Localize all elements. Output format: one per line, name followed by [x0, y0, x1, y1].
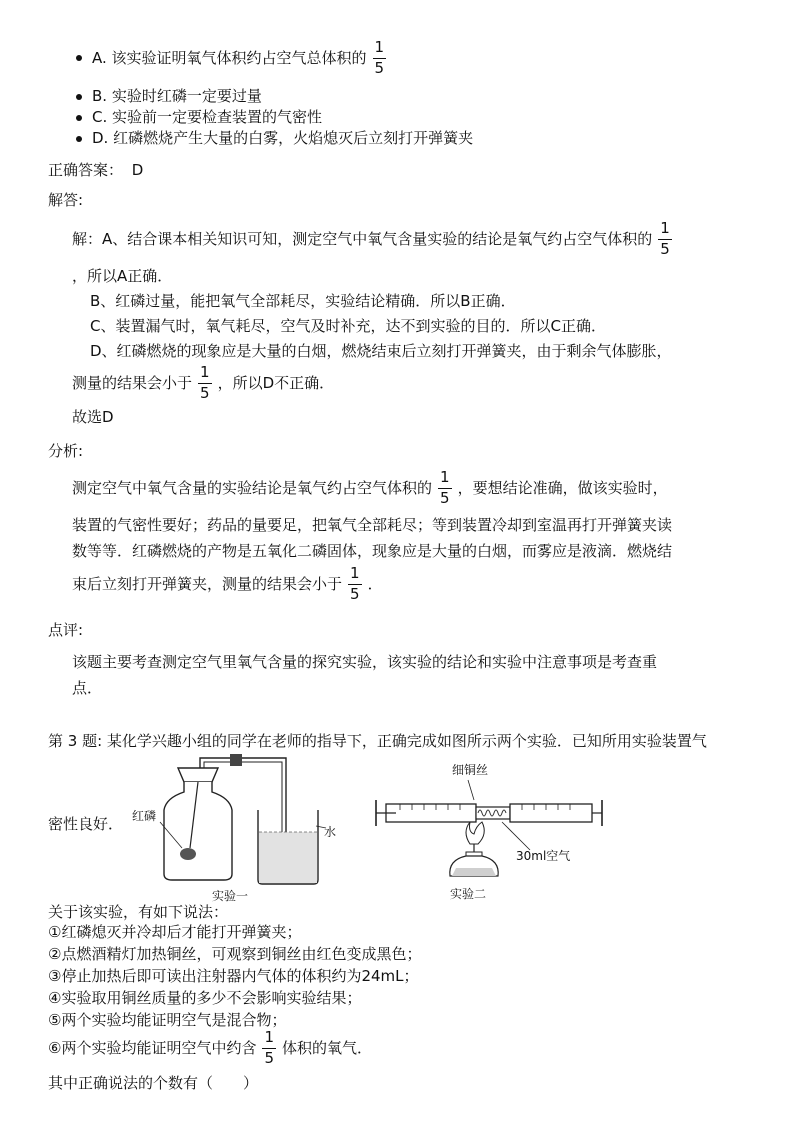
- bullet-icon: [76, 115, 82, 121]
- solution-line-3: B、红磷过量，能把氧气全部耗尽，实验结论精确．所以B正确．: [90, 292, 516, 310]
- option-a: [76, 40, 392, 77]
- statement-2: ②点燃酒精灯加热铜丝，可观察到铜丝由红色变成黑色；: [48, 945, 422, 963]
- statement-4: ④实验取用铜丝质量的多少不会影响实验结果；: [48, 989, 362, 1007]
- analysis-line-3: 数等等．红磷燃烧的产物是五氧化二磷固体，现象应是大量的白烟，而雾应是液滴．燃烧结: [72, 542, 673, 560]
- fraction: $\frac{1}{5}$: [440, 468, 450, 507]
- fraction: $\frac{1}{5}$: [350, 564, 360, 603]
- experiment-1-caption: 实验一: [212, 889, 249, 902]
- red-phosphorus-icon: [180, 848, 196, 860]
- solution-line-6: 测量的结果会小于 $\frac{1}{5}$ ，所以D不正确．: [72, 363, 335, 402]
- rubber-stopper: [178, 768, 218, 782]
- comment-heading: 点评:: [48, 621, 84, 639]
- statement-6: ⑥两个实验均能证明空气中约含 $\frac{1}{5}$ 体积的氧气．: [48, 1028, 373, 1067]
- option-c: [76, 107, 322, 127]
- fraction: $\frac{1}{5}$: [264, 1028, 274, 1067]
- statement-5: ⑤两个实验均能证明空气是混合物；: [48, 1011, 287, 1029]
- option-c-text: C. 实验前一定要检查装置的气密性: [92, 108, 323, 126]
- option-a-text: A. 该实验证明氧气体积约占空气总体积的: [92, 48, 367, 67]
- solution-line-5: D、红磷燃烧的现象应是大量的白烟，燃烧结束后立刻打开弹簧夹，由于剩余气体膨胀，: [90, 342, 672, 360]
- solution-line-4: C、装置漏气时，氧气耗尽，空气及时补充，达不到实验的目的．所以C正确．: [90, 317, 606, 335]
- question-3-intro: 关于该实验，有如下说法：: [48, 903, 229, 921]
- collecting-bottle: [164, 782, 232, 880]
- question-3-stem: 第 3 题: 某化学兴趣小组的同学在老师的指导下，正确完成如图所示两个实验．已知所用实验装置气: [48, 732, 707, 750]
- experiment-1-figure: [118, 748, 338, 902]
- analysis-line-2: 装置的气密性要好；药品的量要足，把氧气全部耗尽；等到装置冷却到室温再打开弹簧夹读: [72, 516, 673, 534]
- solution-line-2: ，所以A正确．: [72, 267, 173, 285]
- correct-answer: [48, 160, 143, 180]
- question-3-stem-cont: 密性良好．: [48, 815, 124, 833]
- glass-tube: [476, 807, 510, 819]
- phosphorus-label: 红磷: [132, 809, 157, 823]
- flame-icon: [466, 822, 484, 844]
- experiment-2-caption: 实验二: [450, 887, 487, 901]
- experiment-2-figure: [370, 760, 610, 902]
- question-3-ask: 其中正确说法的个数有（ ）: [48, 1074, 259, 1092]
- bullet-icon: [76, 94, 82, 100]
- solution-line-7: 故选D: [72, 408, 114, 426]
- spring-clip-icon: [230, 754, 242, 766]
- bullet-icon: [76, 136, 82, 142]
- bullet-icon: [76, 55, 82, 61]
- option-b: [76, 86, 262, 106]
- copper-wire-label: 细铜丝: [452, 763, 489, 777]
- solution-heading: 解答:: [48, 191, 84, 209]
- analysis-line-4: 束后立刻打开弹簧夹，测量的结果会小于 $\frac{1}{5}$ ．: [72, 564, 383, 603]
- comment-line-2: 点．: [72, 679, 103, 697]
- water-label: 水: [324, 825, 337, 839]
- analysis-line-1: 测定空气中氧气含量的实验结论是氧气约占空气体积的 $\frac{1}{5}$ ，要想结论准确，做该实验时，: [72, 468, 668, 507]
- statement-3: ③停止加热后即可读出注射器内气体的体积约为24mL；: [48, 967, 419, 985]
- solution-line-1: 解：A、结合课本相关知识可知，测定空气中氧气含量实验的结论是氧气约占空气体积的 $\frac{1}{5}$: [72, 219, 670, 258]
- statement-1: ①红磷熄灭并冷却后才能打开弹簧夹；: [48, 923, 302, 941]
- analysis-heading: 分析:: [48, 442, 84, 460]
- fraction: $\frac{1}{5}$: [200, 363, 210, 402]
- answer-label: 正确答案：: [48, 161, 124, 179]
- water: [259, 832, 317, 883]
- air-volume-label: 30ml空气: [516, 849, 571, 863]
- option-b-text: B. 实验时红磷一定要过量: [92, 87, 262, 105]
- fraction: $\frac{1}{5}$: [374, 38, 385, 77]
- option-d-text: D. 红磷燃烧产生大量的白雾，火焰熄灭后立刻打开弹簧夹: [92, 129, 474, 147]
- left-syringe: [386, 804, 476, 822]
- answer-value: D: [131, 161, 144, 179]
- comment-line-1: 该题主要考查测定空气里氧气含量的探究实验，该实验的结论和实验中注意事项是考查重: [72, 653, 658, 671]
- option-d: [76, 128, 473, 148]
- fraction: $\frac{1}{5}$: [660, 219, 670, 258]
